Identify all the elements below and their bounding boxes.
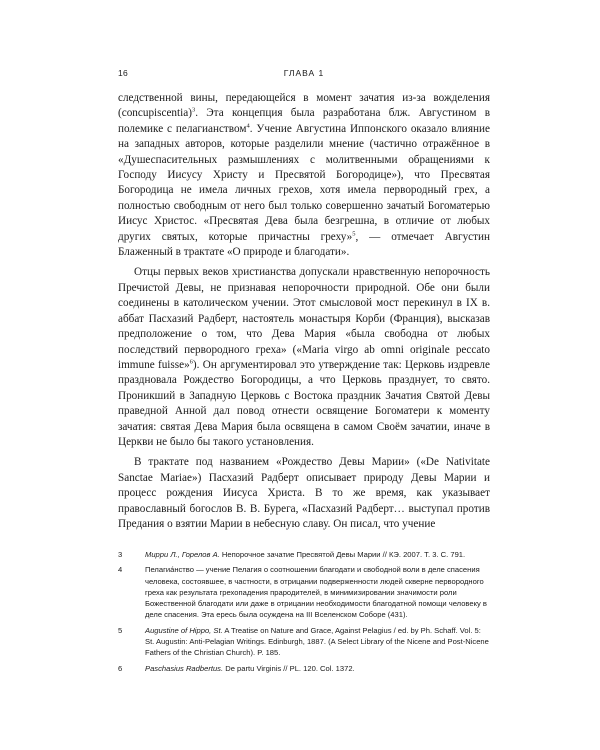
- footnote: [118, 663, 490, 674]
- footnote-text: A Treatise on Nature and Grace, Against Pelagius / ed. by Ph. Schaff. Vol. 5: St. Augustin: Anti-Pelagian Writings. Edinburgh, 1887. (A Select Library of the Nicene and Post-Nicene Fathers of the Christian Church). P. 185.: [145, 625, 489, 658]
- footnote-number: 3: [118, 550, 123, 559]
- footnote-number: 4: [118, 565, 123, 575]
- page-number: 16: [118, 68, 129, 78]
- footnote-number: 5: [118, 625, 123, 635]
- footnote-ref[interactable]: 3: [191, 106, 196, 114]
- paragraph-text: . Эта концепция была разработана блж. Августином в полемике с пелагианством: [118, 107, 490, 135]
- paragraph-text: ). Он аргументировал это утверждение так: Церковь издревле праздновала Рождество Богородицы, а что Церковь празднует, то свято. Проникший в Западную Церковь с Востока праздник Зачатия Святой Девы праведной Анной дал повод отнести освящение Богоматери к моменту зачатия: святая Дева Мария была освящена в самом Своём зачатии, иначе в Церкви не было бы такого установления.: [118, 358, 490, 448]
- paragraph-text: следственной вины, передающейся в момент зачатия из-за вожделения (concupiscentia): [118, 92, 490, 120]
- footnote-author: Мирри Л., Горелов А.: [145, 550, 220, 559]
- footnote-ref[interactable]: 4: [246, 122, 250, 130]
- footnote: [118, 625, 490, 659]
- paragraph-2: [118, 265, 490, 450]
- footnote-text: Непорочное зачатие Пресвятой Девы Марии // КЭ. 2007. Т. 3. С. 791.: [219, 550, 466, 559]
- footnote-author: Paschasius Radbertus.: [145, 663, 224, 673]
- footnote-text: Пелагиáнство — учение Пелагия о соотношении благодати и свободной воли в деле спасения человека, состоявшее, в частности, в отрицании подверженности людей скверне первородного греха как результата грехопадения прародителей, в минимизировании значимости роли Божественной благодати или даже в отрицании необходимости благодатной помощи человеку в деле спасения. Эта ересь была осуждена на III Вселенском Соборе (431).: [145, 565, 487, 620]
- footnote-author: Augustine of Hippo, St.: [145, 625, 223, 635]
- main-text: [118, 91, 490, 532]
- paragraph-text: Отцы первых веков христианства допускали нравственную непорочность Пречистой Девы, не признавая непорочности природной. Обе они были соединены в католическом учении. Этот смысловой мост перекинул в IX в. аббат Пасхазий Радберт, настоятель монастыря Корби (Франция), высказав предположение о том, что Дева Мария «была свободна от любых последствий первородного греха» («Maria virgo ab omni originale peccato immune fuisse»: [118, 266, 490, 371]
- paragraph-text: . Учение Августина Иппонского оказало влияние на западных авторов, которые разделили мнение (частично отражённое в «Душеспасительных размышлениях с молитвенными обращениями к Господу Иисусу Христу и Пресвятой Богородице»), что Пресвятая Богородица не имела личных грехов, хотя имела первородный грех, а полностью свободным от него был только с: [118, 122, 490, 212]
- footnote-text: De partu Virginis // PL. 120. Col. 1372.: [223, 663, 355, 673]
- footnotes: [118, 549, 490, 678]
- footnote-number: 6: [118, 663, 123, 673]
- footnote: [118, 549, 490, 560]
- paragraph-3: [118, 455, 490, 532]
- running-header: [118, 68, 490, 82]
- paragraph-text: В трактате под названием «Рождество Девы Марии» («De Nativitate Sanctae Mariae») Пасхазий Радберт описывает природу Девы Марии и процесс рождения Иисуса Христа. В то же время, как указывает православный богослов В. В. Бурега, «Пасхазий Радберт… выступал против Предания о взятии Марии в небесную славу. Он писал, что учение: [118, 456, 490, 530]
- chapter-title: ГЛАВА 1: [283, 68, 325, 78]
- paragraph-1: [118, 91, 490, 260]
- footnote-ref[interactable]: 5: [352, 229, 356, 237]
- footnote-ref[interactable]: 6: [189, 358, 193, 366]
- footnote: [118, 564, 490, 620]
- paragraph-text: , — отмечает Августин Блаженный в трактате «О природе и благодати».: [118, 230, 490, 259]
- paragraph-text: овершенно зачатый Богоматерью Иисус Христос. «Пресвятая Дева была безгрешна, в отличие от любых других святых, которые причастны греху»: [118, 199, 490, 243]
